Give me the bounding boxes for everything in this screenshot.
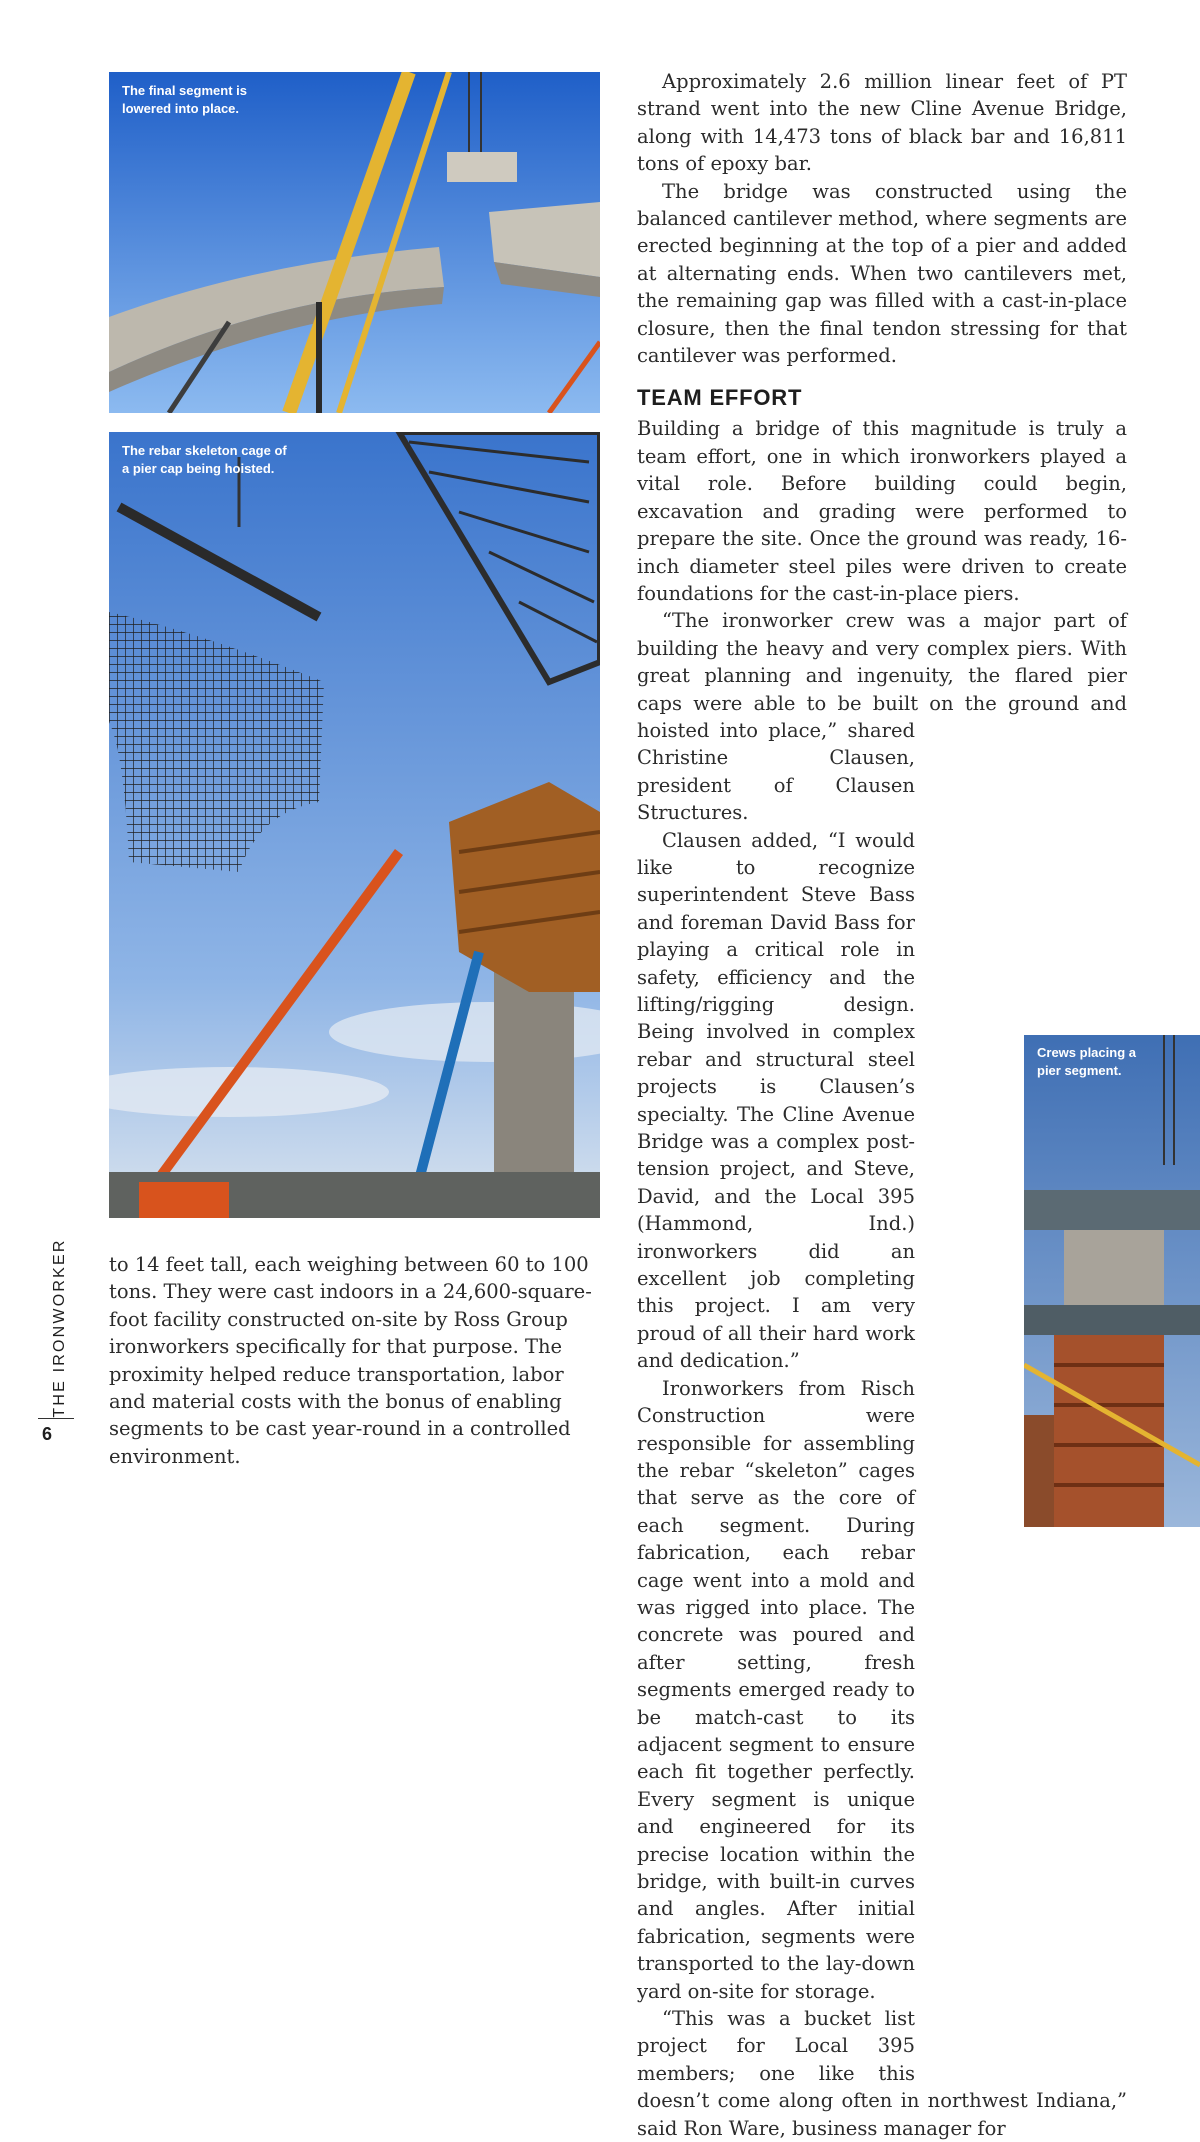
photo-wrap-spacer [915,68,1127,2068]
footer-rule [38,1418,74,1419]
paragraph: Ironworkers from Risch Construction were responsible for assembling the rebar “skeleton” cages that serve as the core of each segment. During fabrication, each rebar cage went into a mold and was rigged into place. The concrete was poured and after setting, fresh segments emerged ready to be match-cast to its adjacent segment to ensure each fit together perfectly. Every segment is unique and engineered for its precise location within the bridge, with built-in curves and angles. After initial fabrication, segments were transported to the lay-down yard on-site for storage. [637,1376,915,2003]
segment-photo-graphic [109,72,600,413]
paragraph: Approximately 2.6 million linear feet of PT strand went into the new Cline Avenue Bridge, along with 14,473 tons of black bar and 16,811 tons of epoxy bar. [637,70,1127,176]
photo-rebar-cage [109,432,600,1218]
paragraph: “This was a bucket list project for Local 395 members; one like this doesn’t come along often in northwest Indiana,” said Ron Ware, business manager for [637,2007,1127,2140]
rebar-photo-graphic [109,432,600,1218]
photo-caption: Crews placing a pier segment. [1037,1045,1136,1078]
paragraph: to 14 feet tall, each weighing between 60 to 100 tons. They were cast indoors in a 24,600-square-foot facility constructed on-site by Ross Group ironworkers specifically for that purpose. The proximity helped reduce transportation, labor and material costs with the bonus of enabling segments to be cast year-round in a controlled environment. [109,1253,592,1468]
page-number: 6 [42,1424,53,1444]
paragraph: Clausen added, “I would like to recognize superintendent Steve Bass and foreman David Bass for playing a critical role in safety, efficiency and the lifting/rigging design. Being involved in complex rebar and structural steel projects is Clausen’s specialty. The Cline Avenue Bridge was a complex post-tension project, and Steve, David, and the Local 395 (Hammond, Ind.) ironworkers did an excellent job completing this project. I am very proud of all their hard work and dedication.” [637,828,915,1373]
paragraph: The bridge was constructed using the balanced cantilever method, where segments are erected beginning at the top of a pier and added at alternating ends. When two cantilevers met, the remaining gap was filled with a cast-in-place closure, then the final tendon stressing for that cantilever was performed. [637,179,1127,368]
paragraph: “The ironworker crew was a major part of building the heavy and very complex piers. With great planning and ingenuity, the flared pier caps were able to be built on the ground and hoisted into place,” shared Christine Clausen, president of Clausen Structures. [637,609,1127,825]
left-column-text [109,1251,600,1470]
photo-caption: The rebar skeleton cage of a pier cap being hoisted. [122,443,287,476]
photo-segment-lowered [109,72,600,413]
publication-spine [46,1237,74,1418]
photo-caption: The final segment is lowered into place. [122,83,247,116]
publication-name: THE IRONWORKER [51,1237,68,1418]
paragraph: Building a bridge of this magnitude is truly a team effort, one in which ironworkers played a vital role. Before building could begin, excavation and grading were performed to prepare the site. Once the ground was ready, 16-inch diameter steel piles were driven to create foundations for the cast-in-place piers. [637,417,1127,605]
right-column-text [637,68,1127,2142]
section-heading: TEAM EFFORT [637,385,803,411]
